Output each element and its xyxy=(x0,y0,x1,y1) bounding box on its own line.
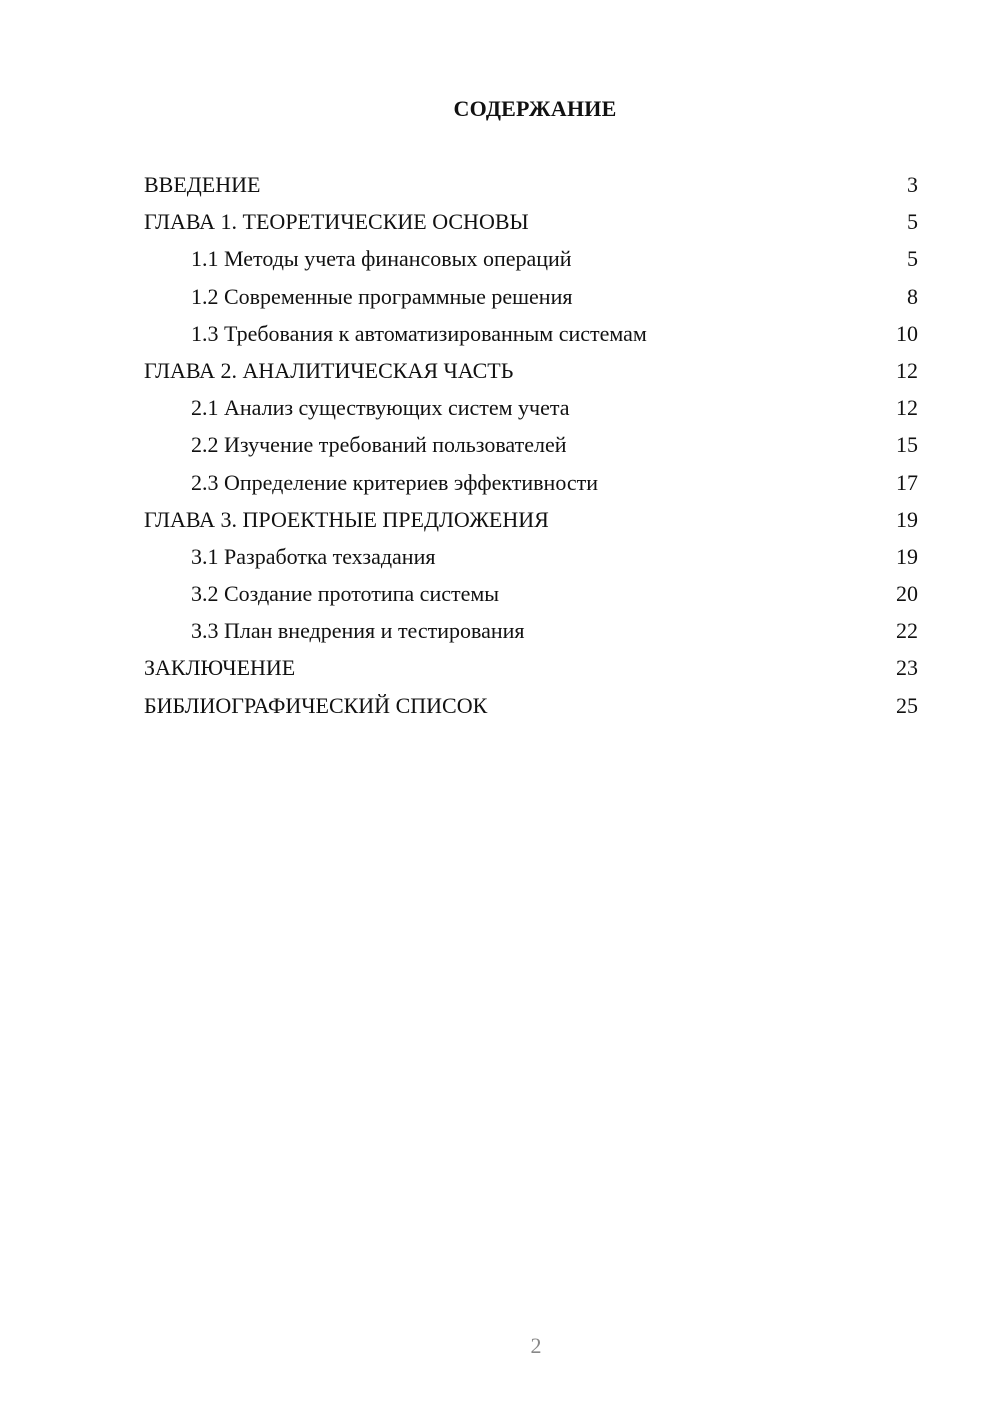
toc-entry-page: 19 xyxy=(896,543,918,569)
toc-entry-label: ГЛАВА 3. ПРОЕКТНЫЕ ПРЕДЛОЖЕНИЯ xyxy=(144,506,549,532)
toc-entry-section-2-2 xyxy=(144,429,918,466)
toc-entry-section-1-3 xyxy=(144,318,918,355)
toc-entry-page: 5 xyxy=(907,246,918,272)
toc-entry-section-1-1 xyxy=(144,243,918,280)
toc-entry-label: ВВЕДЕНИЕ xyxy=(144,172,261,197)
toc-entry-page: 8 xyxy=(907,283,918,309)
toc-entry-page: 23 xyxy=(896,655,918,681)
toc-entry-label: ГЛАВА 2. АНАЛИТИЧЕСКАЯ ЧАСТЬ xyxy=(144,357,514,383)
toc-entry-introduction xyxy=(144,169,918,206)
toc-entry-label: 2.2 Изучение требований пользователей xyxy=(191,432,567,458)
toc-entry-bibliography xyxy=(144,690,918,727)
toc-entry-label: 3.2 Создание прототипа системы xyxy=(191,581,500,607)
toc-entry-section-3-1 xyxy=(144,541,918,578)
toc-entry-page: 25 xyxy=(896,692,918,718)
toc-entry-page: 3 xyxy=(907,172,918,197)
toc-entry-label: 1.1 Методы учета финансовых операций xyxy=(191,246,572,272)
toc-entry-chapter-3 xyxy=(144,504,918,541)
toc-entry-label: ГЛАВА 1. ТЕОРЕТИЧЕСКИЕ ОСНОВЫ xyxy=(144,209,529,235)
toc-entry-page: 12 xyxy=(896,395,918,421)
toc-entry-page: 20 xyxy=(896,581,918,607)
toc-entry-chapter-1 xyxy=(144,206,918,243)
toc-entry-label: 2.3 Определение критериев эффективности xyxy=(191,469,599,495)
toc-entry-chapter-2 xyxy=(144,355,918,392)
toc-entry-page: 12 xyxy=(896,357,918,383)
toc-entry-page: 15 xyxy=(896,432,918,458)
toc-entry-section-2-3 xyxy=(144,467,918,504)
toc-entry-page: 17 xyxy=(896,469,918,495)
toc-entry-page: 19 xyxy=(896,506,918,532)
toc-entry-label: 1.3 Требования к автоматизированным системам xyxy=(191,320,647,346)
toc-entry-page: 10 xyxy=(896,320,918,346)
toc-entry-page: 5 xyxy=(907,209,918,235)
page-number: 2 xyxy=(530,1333,542,1358)
toc-entry-label: 3.1 Разработка техзадания xyxy=(191,543,436,569)
toc-title: СОДЕРЖАНИЕ xyxy=(453,96,617,121)
toc-entry-section-2-1 xyxy=(144,392,918,429)
toc-entry-label: 2.1 Анализ существующих систем учета xyxy=(191,395,570,421)
toc-entry-page: 22 xyxy=(896,618,918,644)
toc-entry-section-1-2 xyxy=(144,281,918,318)
toc-entry-label: 3.3 План внедрения и тестирования xyxy=(191,618,525,644)
toc-entry-label: 1.2 Современные программные решения xyxy=(191,283,573,309)
toc-entry-conclusion xyxy=(144,652,918,689)
toc-entry-label: ЗАКЛЮЧЕНИЕ xyxy=(144,655,296,681)
table-of-contents xyxy=(144,169,918,727)
toc-entry-section-3-3 xyxy=(144,615,918,652)
toc-entry-label: БИБЛИОГРАФИЧЕСКИЙ СПИСОК xyxy=(144,692,488,718)
toc-entry-section-3-2 xyxy=(144,578,918,615)
